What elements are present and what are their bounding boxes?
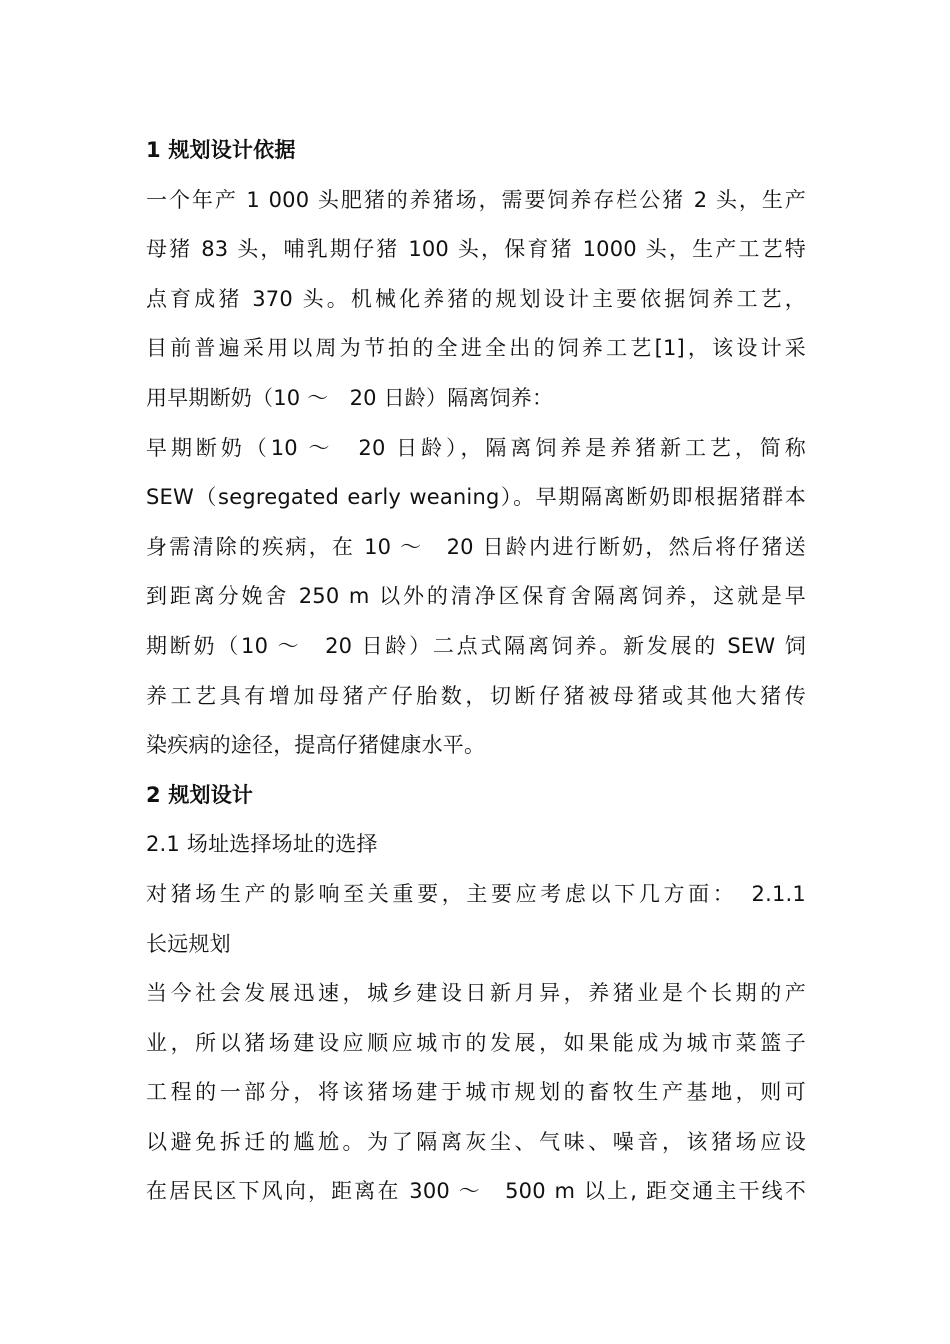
paragraph-line: 身需清除的疾病，在 10 ～ 20 日龄内进行断奶，然后将仔猪送 (146, 534, 806, 559)
paragraph-line: 对猪场生产的影响至关重要，主要应考虑以下几方面： 2.1.1 (146, 881, 806, 906)
paragraph-line: 工程的一部分，将该猪场建于城市规划的畜牧生产基地，则可 (146, 1080, 806, 1105)
subsection-heading: 2.1 场址选择场址的选择 (146, 832, 378, 857)
paragraph-line: 用早期断奶（10 ～ 20 日龄）隔离饲养： (146, 385, 554, 410)
paragraph-line: 业，所以猪场建设应顺应城市的发展，如果能成为城市菜篮子 (146, 1030, 806, 1055)
paragraph-line: 染疾病的途径，提高仔猪健康水平。 (146, 733, 486, 758)
paragraph-line: 在居民区下风向，距离在 300 ～ 500 m 以上, 距交通主干线不 (146, 1179, 806, 1204)
paragraph-line: 一个年产 1 000 头肥猪的养猪场，需要饲养存栏公猪 2 头，生产 (146, 187, 806, 212)
paragraph-line: 长远规划 (146, 931, 231, 956)
paragraph-line: 以避免拆迁的尴尬。为了隔离灰尘、气味、噪音，该猪场应设 (146, 1129, 806, 1154)
paragraph-line: 母猪 83 头，哺乳期仔猪 100 头，保育猪 1000 头，生产工艺特 (146, 237, 806, 262)
paragraph-line: 早期断奶（10 ～ 20 日龄），隔离饲养是养猪新工艺，简称 (146, 435, 806, 460)
section-heading: 1 规划设计依据 (146, 138, 296, 162)
paragraph-line: SEW（segregated early weaning）。早期隔离断奶即根据猪群本 (146, 485, 806, 510)
paragraph-line: 到距离分娩舍 250 m 以外的清净区保育舍隔离饲养，这就是早 (146, 584, 806, 609)
section-heading: 2 规划设计 (146, 782, 254, 807)
paragraph-line: 当今社会发展迅速，城乡建设日新月异，养猪业是个长期的产 (146, 981, 806, 1006)
document-body (146, 126, 806, 1217)
paragraph-line: 点育成猪 370 头。机械化养猪的规划设计主要依据饲养工艺， (146, 286, 806, 311)
paragraph-line: 养工艺具有增加母猪产仔胎数，切断仔猪被母猪或其他大猪传 (146, 683, 806, 708)
paragraph-line: 目前普遍采用以周为节拍的全进全出的饲养工艺[1]，该设计采 (146, 336, 806, 361)
paragraph-line: 期断奶（10 ～ 20 日龄）二点式隔离饲养。新发展的 SEW 饲 (146, 633, 806, 658)
